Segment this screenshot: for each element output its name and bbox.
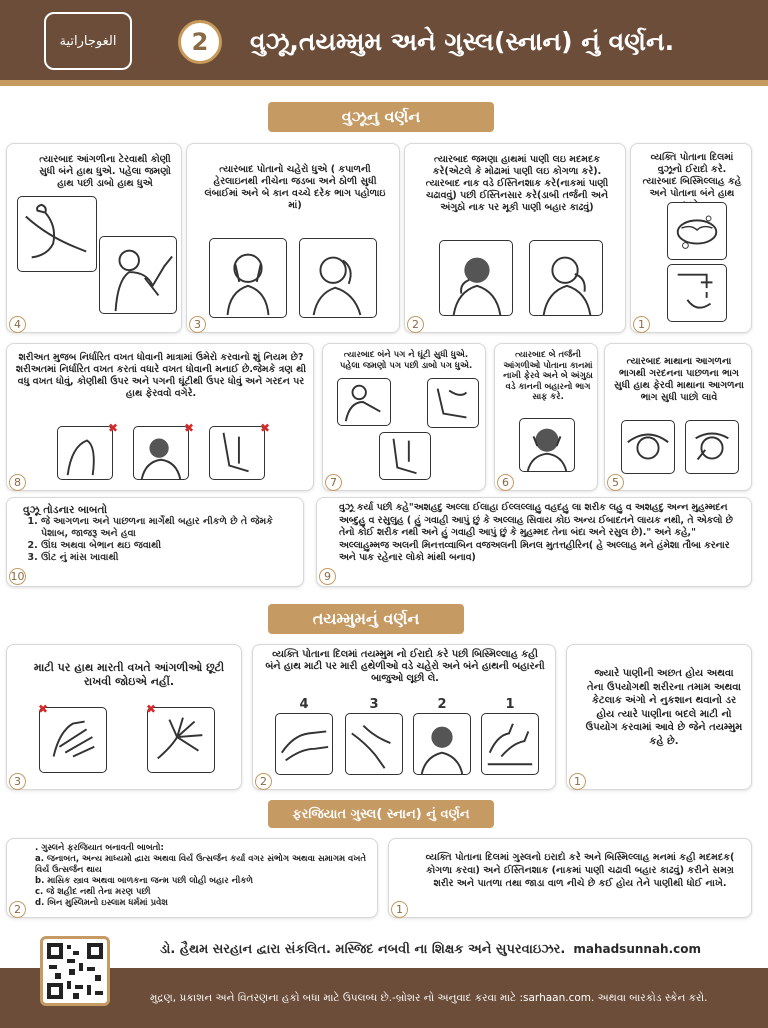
nullifier-item: 2. ઊંઘ અથવા બેભાન થઇ જવાથી: [41, 540, 297, 552]
step-number-badge: 7: [325, 474, 342, 491]
fingers-together-illustration: [39, 707, 107, 773]
strike-earth-illustration: [481, 713, 539, 775]
page-number-badge: 2: [178, 20, 222, 64]
wash-hands-illustration: [667, 202, 727, 260]
wudu-step-8-card: [6, 343, 314, 491]
wudu-step-6-text: ત્યારબાદ બે તર્જની આંગળીઓ પોતાના કાનમાં નાખી ફેરવે અને બે અંગુઠા વડે કાનની બહારનો ભાગ સાફ કરે.: [503, 350, 593, 402]
wash-face-side-illustration: [299, 238, 377, 318]
author-credit: ડો. હૈથમ સરહાન દ્વારા સંકલિત. મસ્જિદ નબવી ના શિક્ષક અને સુપરવાઇઝર.: [160, 941, 566, 957]
substep-number: 1: [505, 697, 515, 712]
wudu-step-8-text: શરીઅત મુજબ નિર્ધારિત વખત ધોવાની માત્રામાં ઉમેરો કરવાનો શું નિયમ છે? શરીઅતમાં નિર્ધારિત વખત કરતાં વધારે વખત ધોવાની મનાઈ છે.જેમકે ત્રણ થી વધુ વખત ધોવું, કોણીથી ઉપર અને પગની ઘૂંટીથી ઉપર ધોવું અને ગરદન પર હાથ ફેરવવો વગેરે.: [15, 352, 307, 399]
step-number-badge: 5: [607, 474, 624, 491]
tayammum-step-2-text: વ્યક્તિ પોતાના દિલમાં તયમ્મુમ નો ઈરાદો કરે પછી બિસ્મિલ્લાહ કહી બંને હાથ માટી પર મારી હથેળીઓ વડે ચહેરો અને બંને હાથની બહારની બાજુઓ લૂછી લે.: [265, 649, 545, 684]
rinse-nose-illustration: [529, 240, 603, 316]
tayammum-step-2-card: [252, 644, 556, 790]
over-wash-arm-illustration: [57, 426, 113, 480]
foot-pour-water-illustration: [379, 432, 431, 480]
wipe-hand-back-illustration: [275, 713, 333, 775]
wudu-step-3-text: ત્યારબાદ પોતાનો ચહેરો ધુએ ( કપાળની હેરલાઇનથી નીચેના જડબા અને ઠોળી સુધી લંબાઈમાં અને બે કાન વચ્ચે દરેક ભાગ પહોળાઇ માં): [204, 164, 386, 211]
step-number-badge: 3: [9, 773, 26, 790]
step-number-badge: 10: [10, 570, 25, 583]
prohibited-x-icon: ✖: [145, 702, 157, 716]
substep-number: 2: [437, 697, 447, 712]
wipe-head-front-illustration: [621, 420, 675, 474]
nullifiers-list: [7, 516, 297, 564]
tayammum-section-title: તયમ્મુમનું વર્ણન: [268, 604, 464, 634]
qr-code[interactable]: [40, 936, 110, 1006]
language-button[interactable]: الغوجاراتية: [44, 12, 132, 70]
header-divider: [0, 80, 768, 86]
ghusl-obligation-item: c. જે શહીદ નથી તેના મરણ પછી: [35, 887, 151, 897]
wudu-step-7-text: ત્યારબાદ બંને પગ ને ઘૂંટી સુધી ધુએ. પહેલા જમણો પગ પછી ડાબો પગ ધુએ.: [339, 350, 473, 371]
wudu-step-1-card: [630, 143, 752, 333]
rinse-mouth-illustration: [439, 240, 513, 316]
prohibited-x-icon: ✖: [259, 421, 271, 435]
over-wash-leg-illustration: [209, 426, 265, 480]
step-number-badge: 8: [9, 474, 26, 491]
step-number-badge: 6: [497, 474, 514, 491]
ghusl-obligations-card: [6, 838, 378, 918]
prohibited-x-icon: ✖: [37, 702, 49, 716]
nullifier-item: 3. ઊંટ નું માંસ ખાવાથી: [41, 552, 297, 564]
faucet-illustration: [667, 264, 727, 322]
page-title: વુઝૂ,તયમ્મુમ અને ગુસ્લ(સ્નાન) નું વર્ણન.: [250, 27, 675, 56]
prohibited-x-icon: ✖: [183, 421, 195, 435]
wudu-step-6-card: [494, 343, 598, 491]
wudu-step-1-text: વ્યક્તિ પોતાના દિલમાં વુઝૂનો ઈરાદો કરે. ત્યારબાદ બિસ્મિલ્લાહ કહે અને પોતાના બંને હાથ: [642, 152, 742, 199]
wudu-step-5-text: ત્યારબાદ માથાના આગળના ભાગથી ગરદનના પાછળના ભાગ સુધી હાથ ફેરવી માથાના આગળના ભાગ સુધી પાછો લાવે: [614, 356, 744, 403]
ghusl-obligation-item: d. બિન મુસ્લિમનો ઇસ્લામ ધર્મમાં પ્રવેશ: [35, 898, 168, 908]
ghusl-obligation-item: b. માસિક સ્ત્રાવ અથવા બાળકના જન્મ પછી લોહી બહાર નીકળે: [35, 876, 253, 886]
wipe-other-hand-illustration: [345, 713, 403, 775]
step-number-badge: 1: [391, 901, 408, 918]
tayammum-step-3-card: [6, 644, 242, 790]
wash-arms-illustration: [17, 196, 97, 272]
nullifiers-title: વુઝૂ તોડનાર બાબતો: [23, 504, 108, 516]
wudu-step-2-card: [404, 143, 626, 333]
wudu-step-2-text: ત્યારબાદ જમણા હાથમાં પાણી લઇ મદમદક કરે(એટલે કે મોઢામાં પાણી લઇ કોગળા કરે). ત્યારબાદ નાક વડે ઈસ્તિનશાક કરે(નાકમાં પાણી ચઢાવવું) પછી ઈસ્તિનસાર કરે(ડાબી તર્જની અને અંગુઠો નાક પર મૂકી પાણી બહાર કાઢવું): [425, 154, 609, 213]
step-number-badge: 4: [9, 316, 26, 333]
over-wash-neck-illustration: [133, 426, 189, 480]
credit-line: [0, 930, 768, 968]
step-number-badge: 3: [189, 316, 206, 333]
substep-number: 3: [369, 697, 379, 712]
ghusl-obligation-item: a. જનાબત, અન્ય માધ્યમો દ્વારા અથવા વિર્ય ઉત્સર્જન કર્યા વગર સંભોગ અથવા સમાગમ વખતે વિર્ય ઉત્સર્જન થાય: [35, 854, 366, 875]
ghusl-section-title: ફરજિયાત ગુસ્લ( સ્નાન) નું વર્ણન: [268, 800, 494, 828]
ghusl-obligations-title: . ગુસ્લને ફરજિયાત બનાવતી બાબતો:: [35, 843, 164, 853]
footer-bar: [0, 968, 768, 1028]
nullifier-item: 1. જે આગળના અને પાછળના માર્ગેથી બહાર નીકળે છે તે જેમકે પેશાબ, જાજરૂ અને હવા: [41, 516, 297, 540]
wash-foot-closeup-illustration: [427, 378, 479, 428]
website-link[interactable]: mahadsunnah.com: [573, 942, 702, 956]
wipe-face-illustration: [413, 713, 471, 775]
wudu-step-3-card: [186, 143, 400, 333]
step-number-badge: 9: [319, 568, 336, 585]
step-number-badge: 1: [569, 773, 586, 790]
wipe-ears-illustration: [519, 418, 575, 472]
fingers-spread-illustration: [147, 707, 215, 773]
step-number-badge: 2: [255, 773, 272, 790]
ghusl-method-text: વ્યક્તિ પોતાના દિલમાં ગુસ્લનો ઇરાદો કરે અને બિસ્મિલ્લાહ મનમાં કહી મદમદક( કોગળા કરવા) અને ઈસ્તિનશાક (નાકમાં પાણી ચઢાવી બહાર કાઢવું) કરીને સમગ્ર શરીર અને પાતળા તથા જાડા વાળ નીચે છે કઈ હોય તેને પાણીથી ધોઈ નાખે.: [425, 852, 735, 889]
wudu-section-title: વુઝૂનુ વર્ણન: [268, 102, 494, 132]
substep-number: 4: [299, 697, 309, 712]
wash-feet-illustration: [337, 378, 391, 426]
wudu-nullifiers-card: [6, 497, 304, 587]
wipe-head-back-illustration: [685, 420, 739, 474]
wudu-step-7-card: [322, 343, 486, 491]
tayammum-step-1-text: જ્યારે પાણીની અછત હોય અથવા તેના ઉપયોગથી શરીરના તમામ અથવા કેટલાક અંગો ને નુકશાન થવાનો ડર હોય ત્યારે પાણીના બદલે માટી નો ઉપયોગ કરવામાં આવે છે જેને તયમ્મુમ કહે છે.: [585, 668, 743, 747]
wash-face-illustration: [209, 238, 287, 318]
tayammum-step-3-text: માટી પર હાથ મારતી વખતે આંગળીઓ છૂટી રાખવી જોઇએ નહીં.: [33, 661, 225, 688]
wudu-step-4-text: ત્યારબાદ આંગળીના ટેરવાથી કોણી સુધી બંને હાથ ધુએ. પહેલા જમણો હાથ પછી ડાબો હાથ ધુએ: [39, 154, 171, 189]
rights-text: મુદ્રણ, પ્રકાશન અને વિતરણના હકો બધા માટે ઉપલબ્ધ છે.-બ્રોશર નો અનુવાદ કરવા માટે :sarhaan.com. અથવા બારકોડ સ્કેન કરો.: [150, 991, 708, 1004]
ghusl-method-card: [388, 838, 752, 918]
wash-arm-illustration: [99, 236, 177, 314]
wudu-dua-card: [316, 497, 752, 587]
wudu-step-4-card: [6, 143, 182, 333]
dua-text: વુઝૂ કર્યા પછી કહે"અશહદુ અલ્લા ઈલાહા ઈલ્લલ્લાહુ વહદહુ લા શરીક લહુ વ અશહદુ અન્ન મુહમ્મદન અબ્દુહુ વ રસુલુહ ( હું ગવાહી આપું છું કે અલ્લાહ સિવાય કોઇ અન્ય ઈબાદતને લાયક નથી, તે એકલો છે તેનો કોઈ શરીક નથી અને હું ગવાહી આપું છું કે મુહમ્મદ તેના બંદા અને રસુલ છે)." અને કહે," અલ્લાહુમ્મજ અલની મિનત્તવ્વાબિન વજઅલની મિનલ મુતત્તહીરિન( હે અલ્લાહ મને હંમેશા તૌબા કરનાર અને પાક રહેનાર લોકો માંથી બનાવ): [339, 502, 733, 563]
step-number-badge: 1: [633, 316, 650, 333]
step-number-badge: 2: [9, 901, 26, 918]
step-number-badge: 2: [407, 316, 424, 333]
tayammum-step-1-card: [566, 644, 752, 790]
prohibited-x-icon: ✖: [107, 421, 119, 435]
wudu-step-5-card: [604, 343, 752, 491]
